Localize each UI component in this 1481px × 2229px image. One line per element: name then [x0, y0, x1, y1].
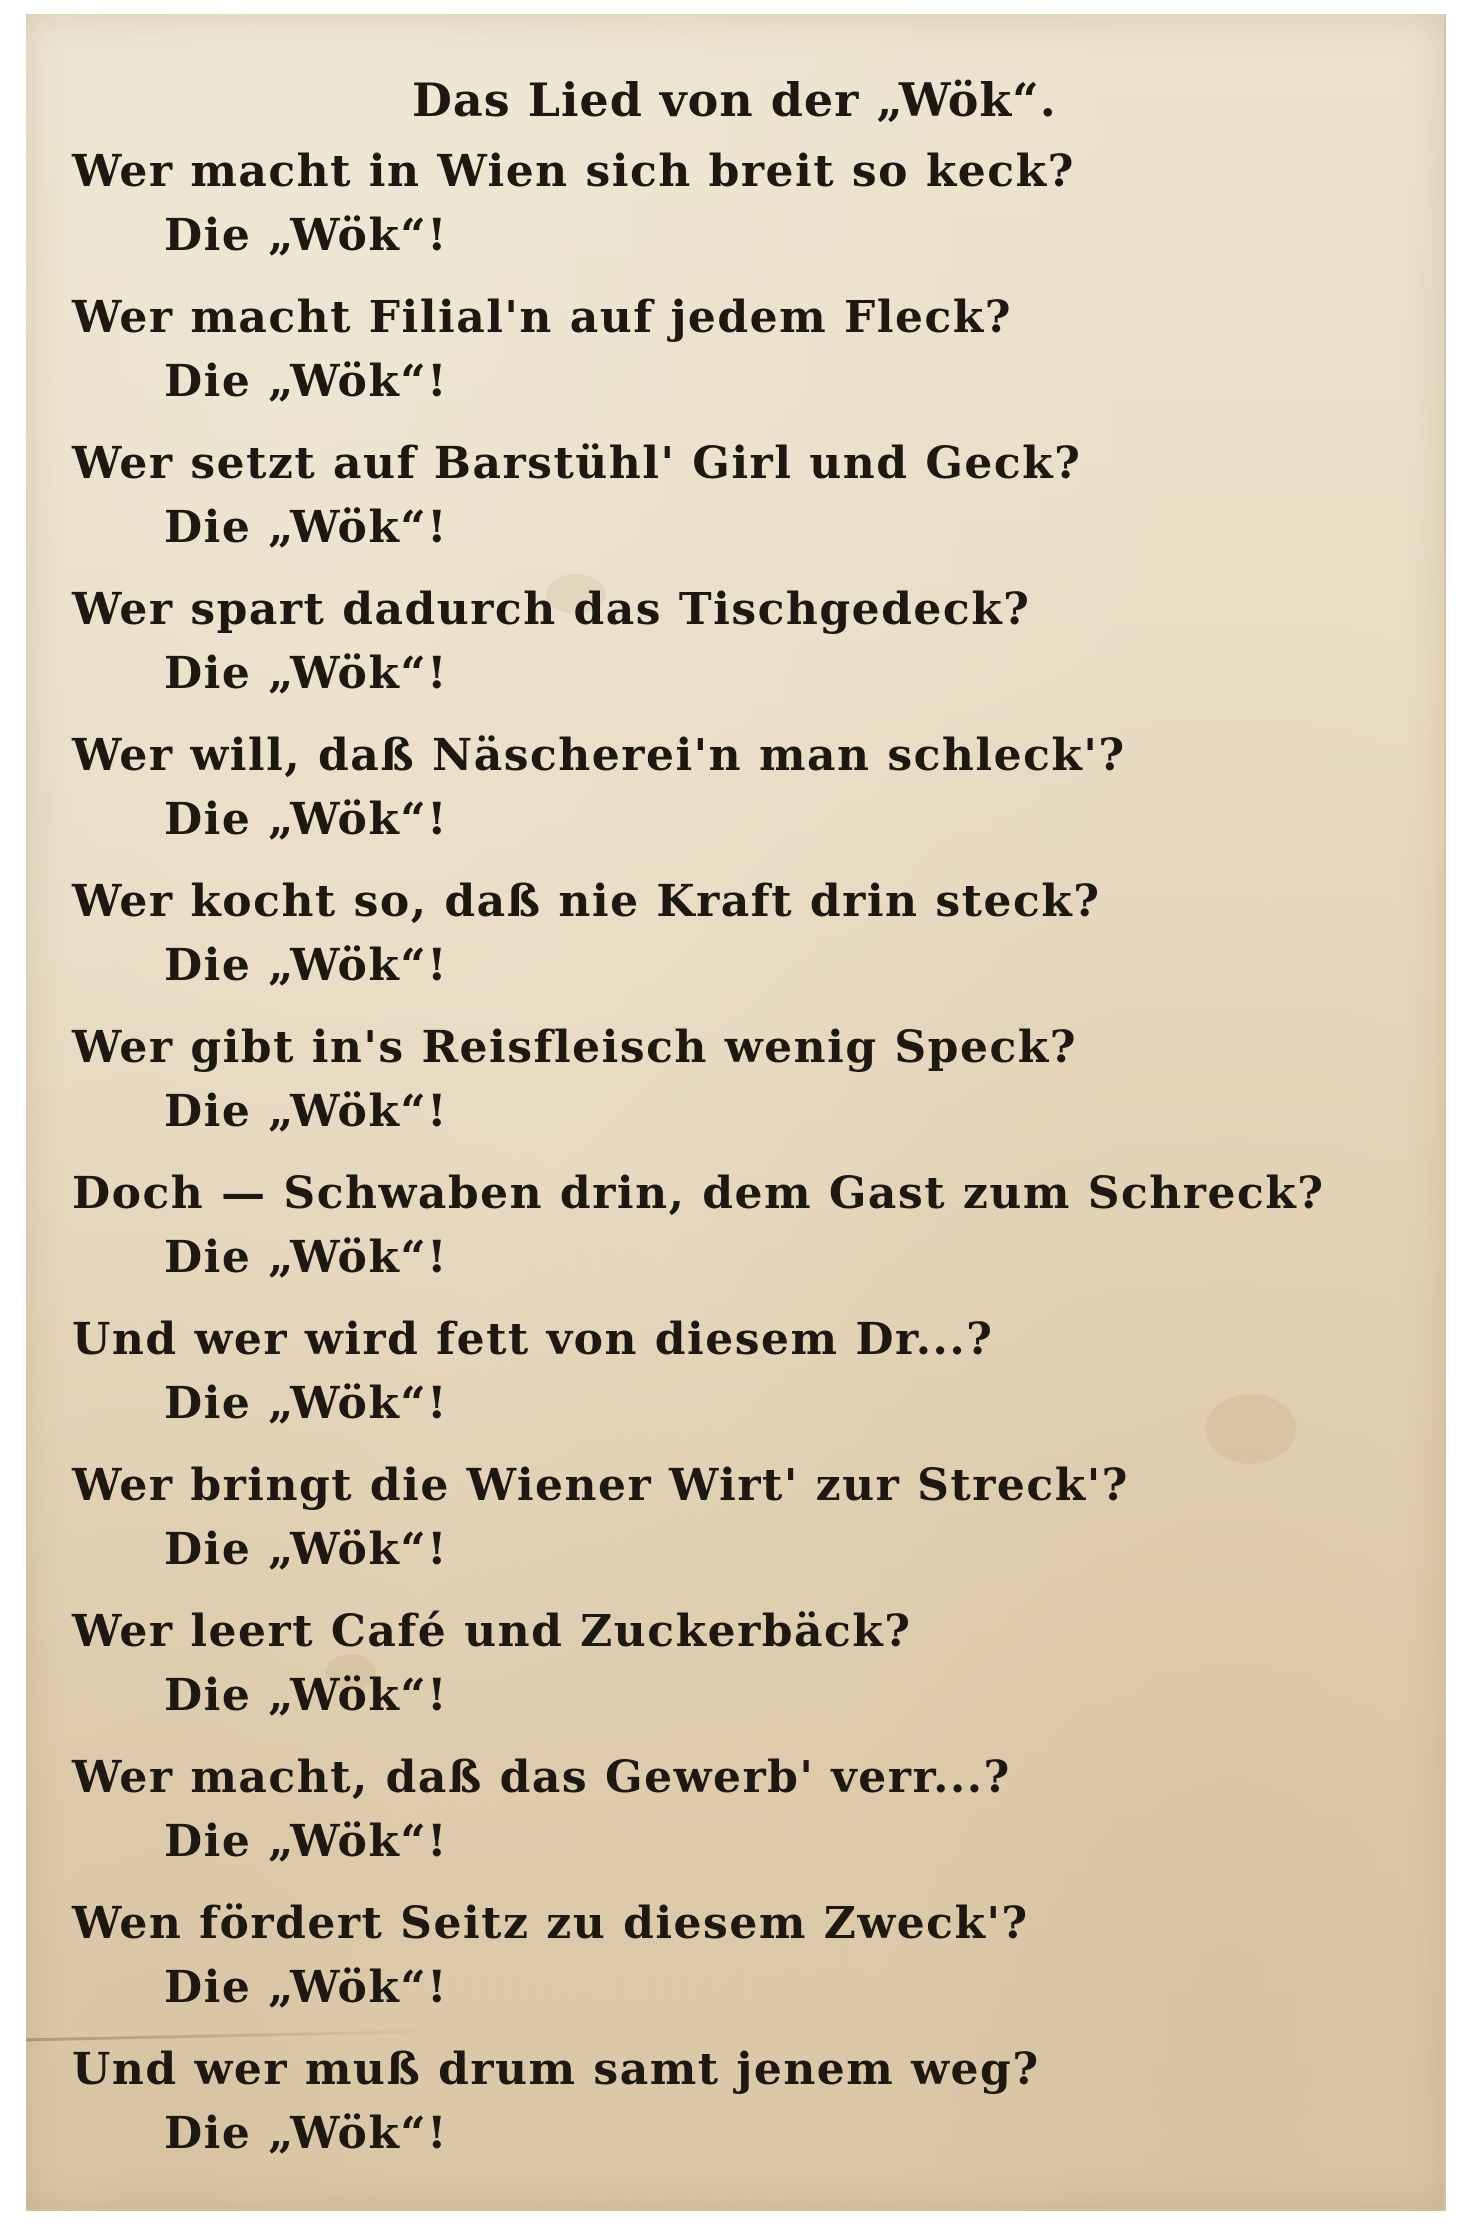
verse [72, 1308, 1402, 1454]
verse-answer: Die „Wök“! [164, 356, 448, 407]
verse-answer: Die „Wök“! [164, 1670, 448, 1721]
verse-answer: Die „Wök“! [164, 1378, 448, 1429]
verse-question: Wer macht Filial'n auf jedem Fleck? [72, 292, 1012, 343]
verse [72, 578, 1402, 724]
verse-answer: Die „Wök“! [164, 1962, 448, 2013]
verse-question: Wer setzt auf Barstühl' Girl und Geck? [72, 438, 1082, 489]
verse [72, 1600, 1402, 1746]
verse-question: Wer macht in Wien sich breit so keck? [72, 146, 1075, 197]
verse-question: Wen fördert Seitz zu diesem Zweck'? [72, 1898, 1029, 1949]
verse [72, 724, 1402, 870]
verse-question: Wer spart dadurch das Tischgedeck? [72, 584, 1031, 635]
verse-answer: Die „Wök“! [164, 648, 448, 699]
poem [72, 60, 1402, 2184]
verse-question: Und wer muß drum samt jenem weg? [72, 2044, 1040, 2095]
verse-question: Wer bringt die Wiener Wirt' zur Streck'? [72, 1460, 1129, 1511]
verse [72, 140, 1402, 286]
verse [72, 870, 1402, 1016]
verse-answer: Die „Wök“! [164, 1086, 448, 1137]
verse-question: Und wer wird fett von diesem Dr...? [72, 1314, 994, 1365]
verse-answer: Die „Wök“! [164, 210, 448, 261]
verse [72, 1454, 1402, 1600]
verse [72, 1016, 1402, 1162]
verse-question: Doch — Schwaben drin, dem Gast zum Schreck? [72, 1168, 1325, 1219]
verse-question: Wer kocht so, daß nie Kraft drin steck? [72, 876, 1101, 927]
verse-answer: Die „Wök“! [164, 794, 448, 845]
verse-question: Wer gibt in's Reisfleisch wenig Speck? [72, 1022, 1077, 1073]
verse-list [72, 140, 1402, 2184]
verse-question: Wer leert Café und Zuckerbäck? [72, 1606, 912, 1657]
verse [72, 432, 1402, 578]
verse-question: Wer will, daß Näscherei'n man schleck'? [72, 730, 1126, 781]
verse [72, 286, 1402, 432]
verse-answer: Die „Wök“! [164, 2108, 448, 2159]
verse-answer: Die „Wök“! [164, 1524, 448, 1575]
verse-answer: Die „Wök“! [164, 1232, 448, 1283]
verse [72, 1892, 1402, 2038]
verse-answer: Die „Wök“! [164, 502, 448, 553]
verse [72, 1746, 1402, 1892]
verse [72, 1162, 1402, 1308]
verse-answer: Die „Wök“! [164, 1816, 448, 1867]
verse-question: Wer macht, daß das Gewerb' verr...? [72, 1752, 1011, 1803]
verse-answer: Die „Wök“! [164, 940, 448, 991]
verse [72, 2038, 1402, 2184]
poem-title: Das Lied von der „Wök“. [412, 73, 1057, 127]
